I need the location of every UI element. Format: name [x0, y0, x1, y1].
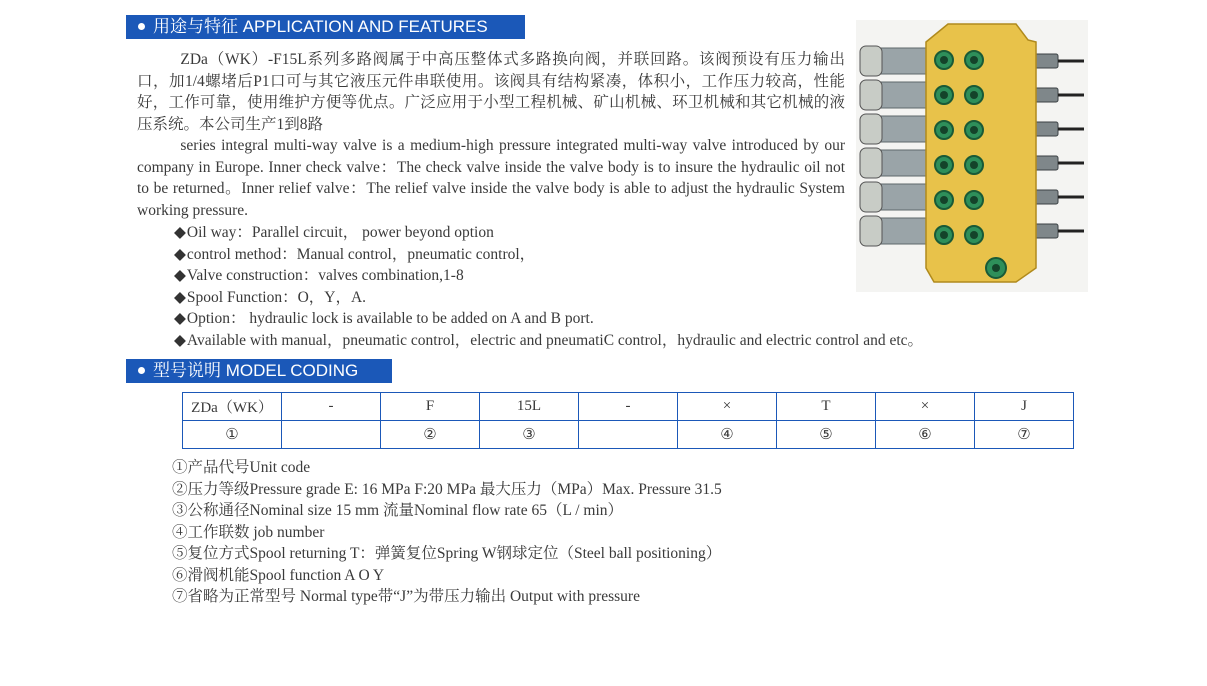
bullet-dot-icon — [138, 23, 145, 30]
model-coding-table — [182, 392, 1074, 449]
table-cell: F — [381, 393, 480, 421]
section-header-model-coding — [126, 359, 392, 383]
feature-item: ◆Spool Function：O，Y，A. — [174, 288, 367, 306]
feature-list — [174, 222, 923, 352]
table-cell: × — [876, 393, 975, 421]
table-cell: ① — [183, 421, 282, 449]
section-title: 用途与特征 APPLICATION AND FEATURES — [153, 17, 488, 36]
feature-item: ◆Valve construction：valves combination,1-8 — [174, 267, 464, 285]
diamond-bullet-icon: ◆ — [174, 245, 186, 263]
table-cell: - — [282, 393, 381, 421]
table-cell: ⑥ — [876, 421, 975, 449]
table-cell: ③ — [480, 421, 579, 449]
feature-item: ◆Option： hydraulic lock is available to be added on A and B port. — [174, 310, 594, 328]
feature-item: ◆Available with manual，pneumatic control，electric and pneumatiC control，hydraulic and electric control and etc。 — [174, 331, 924, 349]
diamond-bullet-icon: ◆ — [174, 310, 186, 328]
note-item: ⑤复位方式Spool returning T：弹簧复位Spring W钢球定位（Steel ball positioning） — [172, 545, 722, 562]
intro-english: series integral multi-way valve is a medium-high pressure integrated multi-way valve introduced by our company in Europe. Inner check valve：The check valve inside the valve body is to insure the hydraulic oil not to be returned。Inner relief valve：The relief valve inside the valve body is able to adjust the hydraulic System working pressure. — [137, 137, 845, 219]
note-item: ④工作联数 job number — [172, 523, 325, 541]
table-cell — [579, 421, 678, 449]
table-cell: ⑦ — [975, 421, 1074, 449]
feature-item: ◆Oil way：Parallel circuit， power beyond option — [174, 224, 494, 241]
coding-notes-list — [172, 457, 722, 608]
feature-item: ◆control method：Manual control，pneumatic control， — [174, 245, 536, 263]
note-item: ③公称通径Nominal size 15 mm 流量Nominal flow rate 65（L / min） — [172, 502, 624, 519]
table-cell: ② — [381, 421, 480, 449]
intro-chinese: ZDa（WK）-F15L系列多路阀属于中高压整体式多路换向阀，并联回路。该阀预设有压力输出口，加1/4螺堵后P1口可与其它液压元件串联使用。该阀具有结构紧凑，体积小，工作压力较高，性能好，工作可靠，使用维护方便等优点。广泛应用于小型工程机械、矿山机械、环卫机械和其它机械的液压系统。本公司生产1到8路 — [137, 51, 845, 133]
table-cell: ④ — [678, 421, 777, 449]
diamond-bullet-icon: ◆ — [174, 288, 186, 306]
table-cell: J — [975, 393, 1074, 421]
diamond-bullet-icon: ◆ — [174, 267, 186, 285]
section-title: 型号说明 MODEL CODING — [153, 361, 359, 380]
table-row — [183, 393, 1074, 421]
diamond-bullet-icon: ◆ — [174, 224, 186, 241]
note-item: ①产品代号Unit code — [172, 459, 311, 476]
bullet-dot-icon — [138, 367, 145, 374]
diamond-bullet-icon: ◆ — [174, 331, 186, 349]
table-cell: ZDa（WK） — [183, 393, 282, 421]
note-item: ⑦省略为正常型号 Normal type带“J”为带压力输出 Output with pressure — [172, 588, 640, 605]
table-cell: T — [777, 393, 876, 421]
table-cell: 15L — [480, 393, 579, 421]
table-row — [183, 421, 1074, 449]
multi-way-valve-image — [856, 20, 1088, 292]
table-cell — [282, 421, 381, 449]
note-item: ②压力等级Pressure grade E: 16 MPa F:20 MPa 最大压力（MPa）Max. Pressure 31.5 — [172, 480, 722, 498]
note-item: ⑥滑阀机能Spool function A O Y — [172, 566, 385, 584]
table-cell: - — [579, 393, 678, 421]
table-cell: ⑤ — [777, 421, 876, 449]
table-cell: × — [678, 393, 777, 421]
section-header-application — [126, 15, 525, 39]
